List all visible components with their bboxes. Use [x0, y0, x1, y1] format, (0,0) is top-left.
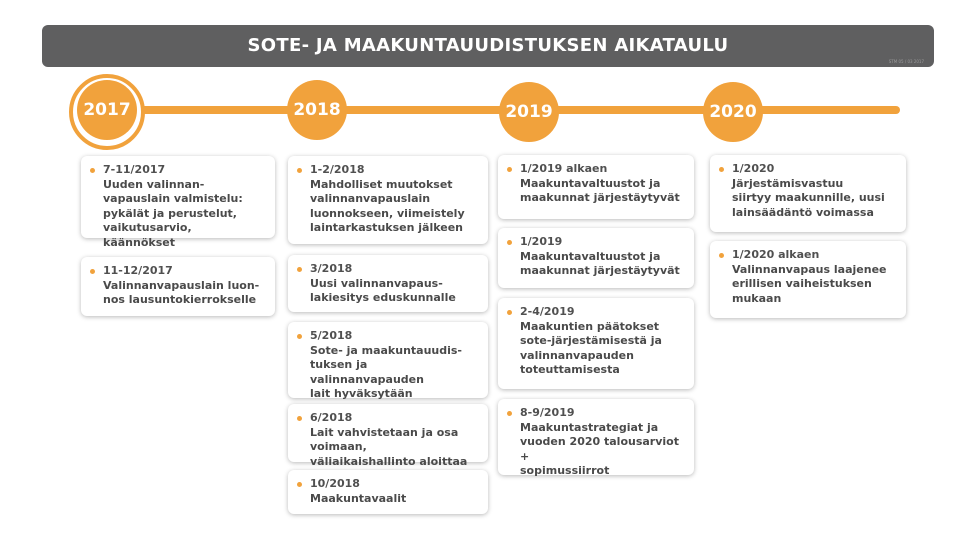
card-text: Maakuntien päätokset sote-järjestämisestä ja valinnanvapauden toteuttamisesta	[520, 319, 662, 376]
card-text: Maakuntavaltuustot ja maakunnat järjestäytyvät	[520, 176, 680, 204]
card-date: 7-11/2017	[89, 163, 267, 178]
card-date: 1/2019	[506, 235, 686, 250]
card-text: Uuden valinnan- vapauslain valmistelu: pykälät ja perustelut, vaikutusarvio, käännökset	[103, 177, 243, 249]
timeline-card	[498, 155, 694, 219]
card-date: 11-12/2017	[89, 264, 267, 279]
card-text: Valinnanvapaus laajenee erillisen vaiheistuksen mukaan	[732, 262, 887, 305]
timeline-card	[288, 322, 488, 398]
year-marker-2017: 2017	[77, 80, 137, 140]
timeline-card	[498, 298, 694, 389]
timeline-card	[710, 241, 906, 318]
card-text: Maakuntavaalit	[310, 491, 407, 505]
timeline-card	[288, 404, 488, 468]
card-date: 6/2018	[296, 411, 480, 426]
title-bar	[42, 25, 934, 67]
timeline-card	[81, 257, 275, 316]
year-marker-2020: 2020	[703, 82, 763, 142]
card-text: Mahdolliset muutokset valinnanvapauslain luonnokseen, viimeistely laintarkastuksen jälkeen	[310, 177, 465, 234]
card-text: Valinnanvapauslain luon- nos lausuntokierrokselle	[103, 278, 260, 306]
year-marker-2019: 2019	[499, 82, 559, 142]
card-text: Sote- ja maakuntauudis- tuksen ja valinnanvapauden lait hyväksytään	[310, 343, 463, 400]
timeline-card	[288, 156, 488, 244]
card-text: Maakuntastrategiat ja vuoden 2020 talousarviot + sopimussiirrot	[520, 420, 679, 477]
card-date: 5/2018	[296, 329, 480, 344]
card-date: 1/2020	[718, 162, 898, 177]
card-date: 8-9/2019	[506, 406, 686, 421]
timeline-card	[498, 228, 694, 288]
timeline-card	[498, 399, 694, 475]
page-title: SOTE- JA MAAKUNTAUUDISTUKSEN AIKATAULU	[247, 35, 729, 56]
card-date: 10/2018	[296, 477, 480, 492]
card-date: 3/2018	[296, 262, 480, 277]
card-text: Lait vahvistetaan ja osa voimaan, väliaikaishallinto aloittaa	[310, 425, 468, 468]
timeline-card	[288, 470, 488, 514]
card-date: 1/2019 alkaen	[506, 162, 686, 177]
slide-code: STM 05 / 03 2017	[888, 59, 924, 64]
card-date: 1/2020 alkaen	[718, 248, 898, 263]
timeline-card	[81, 156, 275, 249]
timeline-card	[710, 155, 906, 232]
card-date: 1-2/2018	[296, 163, 480, 178]
year-marker-2018: 2018	[287, 80, 347, 140]
card-text: Uusi valinnanvapaus- lakiesitys eduskunnalle	[310, 276, 456, 304]
card-text: Järjestämisvastuu siirtyy maakunnille, uusi lainsäädäntö voimassa	[732, 176, 885, 219]
timeline-card	[288, 255, 488, 312]
card-date: 2-4/2019	[506, 305, 686, 320]
card-text: Maakuntavaltuustot ja maakunnat järjestäytyvät	[520, 249, 680, 277]
